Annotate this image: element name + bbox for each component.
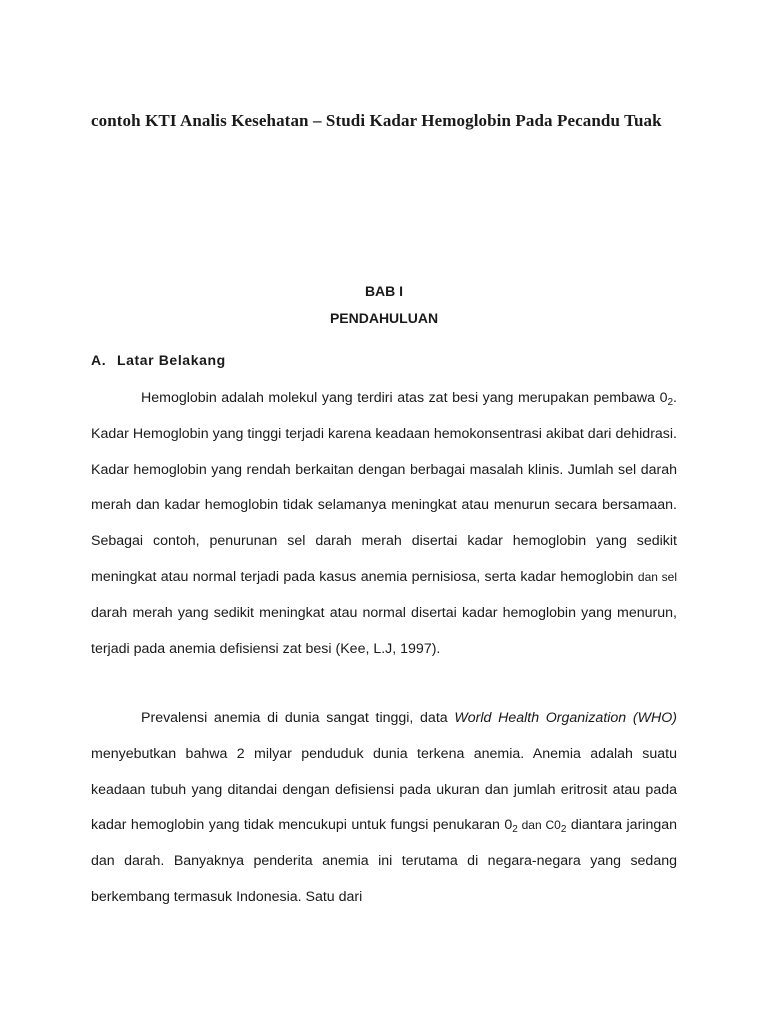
paragraph-text: Prevalensi anemia di dunia sangat tinggi, data	[141, 710, 455, 726]
paragraph-prevalensi	[91, 701, 677, 916]
page-clip	[91, 1001, 677, 1024]
paragraph-text-italic: World Health Organization (WHO)	[454, 710, 677, 726]
subscript: 2	[512, 824, 518, 836]
paragraph-text-small: dan C0	[517, 818, 561, 833]
paragraph-text: darah merah yang sedikit meningkat atau normal disertai kadar hemoglobin yang menurun, terjadi pada anemia defisiensi zat besi (Kee, L.J, 1997).	[91, 604, 677, 657]
paragraph-text-small: dan sel	[637, 569, 677, 584]
paragraph-text: menyebutkan bahwa 2 milyar penduduk dunia terkena anemia. Anemia adalah suatu keadaan tubuh yang ditandai dengan defisiensi pada ukuran dan jumlah eritrosit atau pada kadar hemoglobin yang tidak mencukupi untuk fungsi penukaran 0	[91, 745, 677, 834]
section-letter: A.	[91, 352, 107, 368]
paragraph-text: Hemoglobin adalah molekul yang terdiri atas zat besi yang merupakan pembawa 0	[141, 390, 668, 406]
chapter-title: PENDAHULUAN	[329, 310, 439, 326]
paragraph-hemoglobin	[91, 381, 677, 667]
subscript: 2	[560, 824, 567, 836]
chapter-number: BAB I	[364, 283, 404, 299]
paragraph-text: diantara jaringan dan darah. Banyaknya penderita anemia ini terutama di negara-negara yang sedang berkembang termasuk Indonesia. Satu dari	[91, 817, 678, 905]
paragraph-text: . Kadar Hemoglobin yang tinggi terjadi karena keadaan hemokonsentrasi akibat dari dehidrasi. Kadar hemoglobin yang rendah berkaitan dengan berbagai masalah klinis. Jumlah sel darah merah dan kadar hemoglobin tidak selamanya meningkat atau menurun secara bersamaan. Sebagai contoh, penurunan sel darah merah disertai kadar hemoglobin yang sedikit meningkat atau normal terjadi pada kasus anemia pernisiosa, serta kadar hemoglobin	[91, 390, 677, 585]
document-title: contoh KTI Analis Kesehatan – Studi Kadar Hemoglobin Pada Pecandu Tuak	[91, 111, 662, 130]
section-title: Latar Belakang	[117, 352, 226, 368]
subscript: 2	[667, 397, 674, 408]
section-heading	[91, 352, 226, 368]
